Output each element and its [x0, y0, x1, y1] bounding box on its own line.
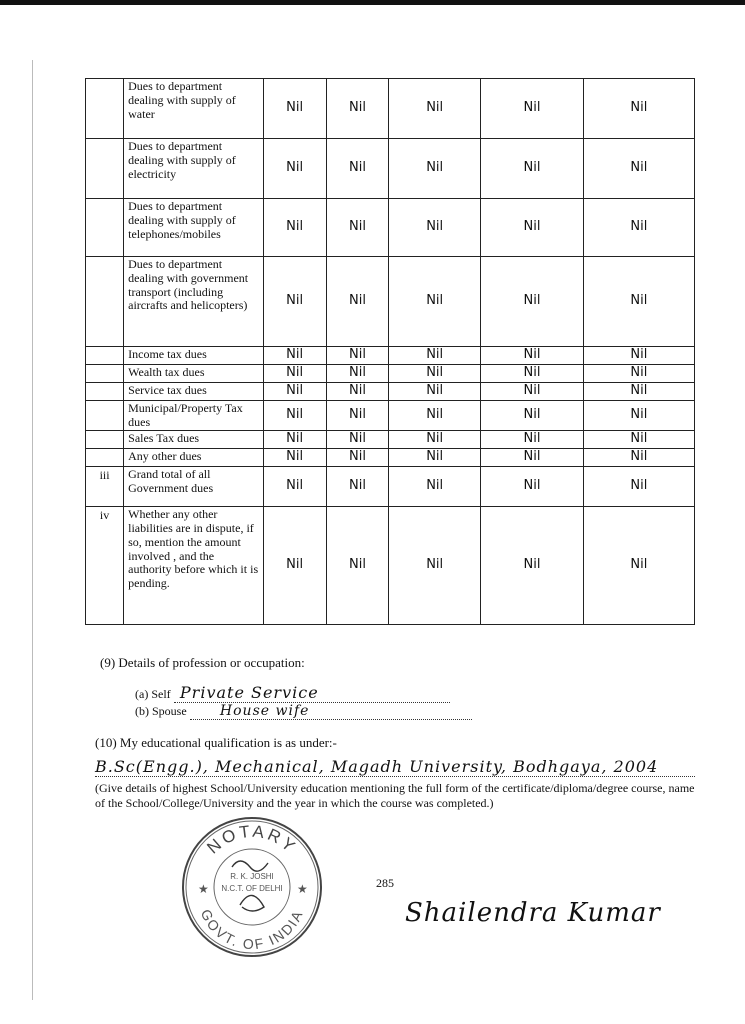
dues-value-cell: Nil: [389, 507, 481, 625]
dues-value-cell: Nil: [326, 139, 388, 199]
dues-value-cell: Nil: [583, 431, 694, 449]
row-number: [86, 431, 124, 449]
row-number: [86, 199, 124, 257]
row-number: iii: [86, 467, 124, 507]
dues-value-cell: Nil: [263, 199, 326, 257]
dues-value-cell: Nil: [481, 382, 584, 400]
dues-value-cell: Nil: [583, 139, 694, 199]
dues-value-cell: Nil: [263, 431, 326, 449]
dues-value-cell: Nil: [326, 79, 388, 139]
dues-value-cell: Nil: [481, 400, 584, 431]
dues-value-cell: Nil: [583, 400, 694, 431]
dues-value-cell: Nil: [326, 199, 388, 257]
table-row: [86, 431, 695, 449]
education-note: (Give details of highest School/University education mentioning the full form of the certificate/diploma/degree course, name of the School/College/University and the year in which the course was completed.): [95, 781, 695, 810]
dues-value-cell: Nil: [481, 364, 584, 382]
dues-value-cell: Nil: [583, 257, 694, 347]
profession-heading: (9) Details of profession or occupation:: [100, 655, 305, 670]
dues-value-cell: Nil: [263, 79, 326, 139]
dues-value-cell: Nil: [389, 467, 481, 507]
dues-value-cell: Nil: [481, 139, 584, 199]
row-number: [86, 449, 124, 467]
spouse-line: [135, 703, 472, 720]
dues-value-cell: Nil: [481, 347, 584, 365]
signature: Shailendra Kumar: [405, 898, 661, 928]
dues-value-cell: Nil: [389, 257, 481, 347]
profession-section: [100, 655, 472, 720]
row-description: Sales Tax dues: [124, 431, 263, 449]
seal-star-right: ★: [297, 882, 308, 896]
dues-value-cell: Nil: [263, 382, 326, 400]
dues-value-cell: Nil: [326, 507, 388, 625]
row-description: Dues to department dealing with supply of water: [124, 79, 263, 139]
dues-value-cell: Nil: [326, 382, 388, 400]
dues-value-cell: Nil: [263, 364, 326, 382]
table-row: [86, 199, 695, 257]
row-number: [86, 364, 124, 382]
spouse-label: (b) Spouse: [135, 704, 187, 718]
dues-value-cell: Nil: [263, 467, 326, 507]
seal-top-text: NOTARY: [203, 821, 301, 858]
dues-value-cell: Nil: [481, 507, 584, 625]
seal-center-region: N.C.T. OF DELHI: [221, 884, 283, 893]
notary-stamp: [180, 815, 325, 960]
dues-value-cell: Nil: [583, 507, 694, 625]
table-row: [86, 400, 695, 431]
table-row: [86, 139, 695, 199]
dues-value-cell: Nil: [481, 257, 584, 347]
table-row: [86, 79, 695, 139]
dues-value-cell: Nil: [389, 199, 481, 257]
dues-value-cell: Nil: [263, 257, 326, 347]
row-description: Income tax dues: [124, 347, 263, 365]
dues-value-cell: Nil: [326, 364, 388, 382]
dues-value-cell: Nil: [389, 79, 481, 139]
row-number: [86, 382, 124, 400]
table-row: [86, 449, 695, 467]
dues-value-cell: Nil: [263, 400, 326, 431]
dues-value-cell: Nil: [583, 382, 694, 400]
table-row: [86, 507, 695, 625]
row-description: Dues to department dealing with government transport (including aircrafts and helicopters): [124, 257, 263, 347]
page-margin-line: [32, 60, 33, 1000]
dues-value-cell: Nil: [583, 449, 694, 467]
row-description: Whether any other liabilities are in dispute, if so, mention the amount involved , and the authority before which it is pending.: [124, 507, 263, 625]
dues-value-cell: Nil: [389, 364, 481, 382]
government-dues-table: [85, 78, 695, 625]
dues-value-cell: Nil: [263, 449, 326, 467]
dues-value-cell: Nil: [326, 431, 388, 449]
row-description: Dues to department dealing with supply of electricity: [124, 139, 263, 199]
dues-value-cell: Nil: [326, 347, 388, 365]
education-section: [95, 735, 705, 811]
dues-value-cell: Nil: [583, 347, 694, 365]
seal-center-name: R. K. JOSHI: [230, 872, 274, 881]
dues-value-cell: Nil: [326, 449, 388, 467]
row-description: Grand total of all Government dues: [124, 467, 263, 507]
dues-value-cell: Nil: [263, 507, 326, 625]
dues-value-cell: Nil: [389, 382, 481, 400]
dues-value-cell: Nil: [389, 139, 481, 199]
self-value: Private Service: [174, 683, 450, 703]
row-number: iv: [86, 507, 124, 625]
table-row: [86, 257, 695, 347]
education-value: B.Sc(Engg.), Mechanical, Magadh University, Bodhgaya, 2004: [95, 757, 695, 777]
dues-value-cell: Nil: [326, 400, 388, 431]
dues-value-cell: Nil: [389, 347, 481, 365]
row-description: Wealth tax dues: [124, 364, 263, 382]
row-number: [86, 257, 124, 347]
page-number: 285: [376, 876, 394, 890]
row-description: Municipal/Property Tax dues: [124, 400, 263, 431]
seal-star-left: ★: [198, 882, 209, 896]
dues-value-cell: Nil: [583, 199, 694, 257]
row-number: [86, 347, 124, 365]
seal-bottom-text: GOVT. OF INDIA: [197, 906, 307, 953]
dues-value-cell: Nil: [326, 257, 388, 347]
row-number: [86, 400, 124, 431]
self-line: [135, 683, 472, 703]
education-heading: (10) My educational qualification is as under:-: [95, 735, 337, 750]
row-number: [86, 139, 124, 199]
row-description: Dues to department dealing with supply of telephones/mobiles: [124, 199, 263, 257]
scan-top-edge: [0, 0, 745, 5]
dues-value-cell: Nil: [263, 347, 326, 365]
row-description: Service tax dues: [124, 382, 263, 400]
dues-value-cell: Nil: [326, 467, 388, 507]
dues-value-cell: Nil: [389, 449, 481, 467]
table-row: [86, 364, 695, 382]
dues-value-cell: Nil: [481, 431, 584, 449]
row-number: [86, 79, 124, 139]
dues-value-cell: Nil: [389, 400, 481, 431]
self-label: (a) Self: [135, 687, 171, 701]
dues-value-cell: Nil: [481, 79, 584, 139]
dues-value-cell: Nil: [481, 199, 584, 257]
spouse-value: House wife: [190, 703, 472, 720]
table-row: [86, 347, 695, 365]
row-description: Any other dues: [124, 449, 263, 467]
table-row: [86, 382, 695, 400]
dues-value-cell: Nil: [389, 431, 481, 449]
dues-value-cell: Nil: [583, 467, 694, 507]
dues-value-cell: Nil: [481, 449, 584, 467]
dues-value-cell: Nil: [583, 364, 694, 382]
dues-value-cell: Nil: [481, 467, 584, 507]
table-row: [86, 467, 695, 507]
dues-value-cell: Nil: [263, 139, 326, 199]
dues-value-cell: Nil: [583, 79, 694, 139]
